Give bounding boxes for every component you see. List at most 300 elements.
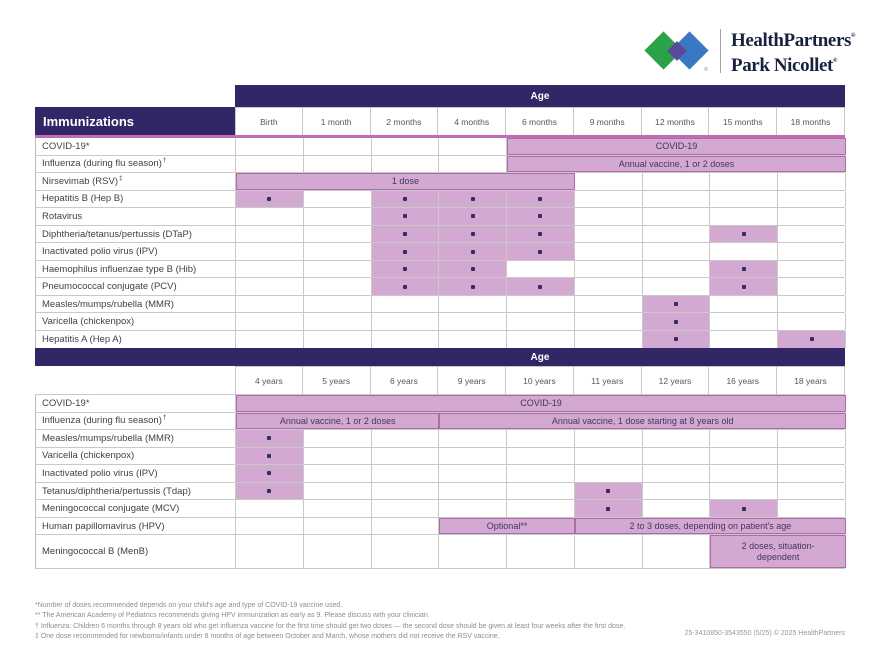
age-header-bar xyxy=(35,348,845,366)
header-spacer xyxy=(35,366,235,394)
dose-cell xyxy=(372,278,440,295)
dose-band: Optional** xyxy=(439,518,575,535)
column-header: Birth xyxy=(235,107,303,135)
empty-cell xyxy=(439,448,507,465)
dose-cell xyxy=(439,243,507,260)
dose-band: Annual vaccine, 1 or 2 doses xyxy=(507,156,846,173)
empty-cell xyxy=(304,500,372,517)
dose-dot-icon xyxy=(471,250,475,254)
table-row xyxy=(35,483,845,501)
dose-cell xyxy=(439,261,507,278)
empty-cell xyxy=(575,448,643,465)
row-label-text: Rotavirus xyxy=(42,210,83,222)
row-label xyxy=(36,243,236,260)
dose-dot-icon xyxy=(606,507,610,511)
dose-dot-icon xyxy=(471,214,475,218)
empty-cell xyxy=(778,243,846,260)
row-label-text: Influenza (during flu season) xyxy=(42,415,162,427)
empty-cell xyxy=(778,296,846,313)
empty-cell xyxy=(304,138,372,155)
empty-cell xyxy=(575,208,643,225)
empty-cell xyxy=(304,261,372,278)
empty-cell xyxy=(710,465,778,482)
empty-cell xyxy=(507,430,575,447)
empty-cell xyxy=(575,313,643,330)
empty-cell xyxy=(778,191,846,208)
empty-cell xyxy=(778,261,846,278)
empty-cell xyxy=(575,465,643,482)
table-row xyxy=(35,208,845,226)
row-label xyxy=(36,535,236,568)
row-label xyxy=(36,413,236,430)
empty-cell xyxy=(372,500,440,517)
dose-cell xyxy=(710,226,778,243)
footnotes xyxy=(35,601,695,642)
healthpartners-logo xyxy=(646,25,855,77)
dose-cell xyxy=(575,483,643,500)
dose-cell xyxy=(507,208,575,225)
empty-cell xyxy=(575,243,643,260)
column-header: 12 years xyxy=(642,366,710,394)
column-header: 6 years xyxy=(371,366,439,394)
row-label-text: Varicella (chickenpox) xyxy=(42,450,135,462)
dose-band: Annual vaccine, 1 or 2 doses xyxy=(236,413,439,430)
table-row xyxy=(35,191,845,209)
empty-cell xyxy=(372,448,440,465)
row-label-text: Measles/mumps/rubella (MMR) xyxy=(42,298,174,310)
footnote-marker: † xyxy=(162,414,167,422)
footnote-rsv: ‡ One dose recommended for newborns/infants under 8 months of age between October and March, whose mothers did not receive the RSV vaccine. xyxy=(35,632,500,640)
empty-cell xyxy=(778,226,846,243)
empty-cell xyxy=(304,226,372,243)
column-header: 15 months xyxy=(709,107,777,135)
empty-cell xyxy=(304,535,372,568)
empty-cell xyxy=(236,535,304,568)
column-header-row xyxy=(35,107,845,135)
row-label xyxy=(36,331,236,348)
empty-cell xyxy=(304,483,372,500)
table-row xyxy=(35,261,845,279)
logo-diamonds-icon xyxy=(646,25,712,77)
row-label-text: Varicella (chickenpox) xyxy=(42,316,135,328)
dose-dot-icon xyxy=(538,250,542,254)
empty-cell xyxy=(439,430,507,447)
empty-cell xyxy=(778,483,846,500)
empty-cell xyxy=(236,156,304,173)
empty-cell xyxy=(778,500,846,517)
column-header: 4 years xyxy=(235,366,303,394)
empty-cell xyxy=(439,331,507,348)
dose-band: 1 dose xyxy=(236,173,575,190)
empty-cell xyxy=(710,208,778,225)
table-row xyxy=(35,448,845,466)
dose-dot-icon xyxy=(674,302,678,306)
registered-mark: ® xyxy=(704,67,708,73)
column-header: 11 years xyxy=(574,366,642,394)
row-label-text: Haemophilus influenzae type B (Hib) xyxy=(42,263,197,275)
dose-band: 2 to 3 doses, depending on patient's age xyxy=(575,518,846,535)
empty-cell xyxy=(643,500,711,517)
row-label-text: Tetanus/diphtheria/pertussis (Tdap) xyxy=(42,485,191,497)
empty-cell xyxy=(372,518,440,535)
empty-cell xyxy=(236,278,304,295)
row-label-text: Human papillomavirus (HPV) xyxy=(42,520,165,532)
empty-cell xyxy=(575,191,643,208)
dose-cell xyxy=(372,243,440,260)
empty-cell xyxy=(507,313,575,330)
empty-cell xyxy=(710,430,778,447)
empty-cell xyxy=(507,448,575,465)
empty-cell xyxy=(778,448,846,465)
row-label-text: Hepatitis A (Hep A) xyxy=(42,333,122,345)
empty-cell xyxy=(372,331,440,348)
age-label: Age xyxy=(530,351,550,363)
dose-dot-icon xyxy=(742,507,746,511)
dose-dot-icon xyxy=(403,232,407,236)
empty-cell xyxy=(236,518,304,535)
empty-cell xyxy=(439,156,507,173)
empty-cell xyxy=(575,173,643,190)
infant-immunization-table xyxy=(35,85,845,349)
empty-cell xyxy=(439,483,507,500)
table-body xyxy=(35,394,845,569)
empty-cell xyxy=(643,191,711,208)
empty-cell xyxy=(304,430,372,447)
table-row xyxy=(35,395,845,413)
table-row xyxy=(35,243,845,261)
dose-band: Annual vaccine, 1 dose starting at 8 years old xyxy=(439,413,846,430)
empty-cell xyxy=(575,261,643,278)
dose-dot-icon xyxy=(742,285,746,289)
table-row xyxy=(35,173,845,191)
column-header: 10 years xyxy=(506,366,574,394)
empty-cell xyxy=(643,261,711,278)
column-header: 9 months xyxy=(574,107,642,135)
empty-cell xyxy=(372,430,440,447)
dose-dot-icon xyxy=(267,436,271,440)
empty-cell xyxy=(236,226,304,243)
row-label xyxy=(36,261,236,278)
dose-dot-icon xyxy=(403,197,407,201)
empty-cell xyxy=(439,535,507,568)
row-label-text: Diphtheria/tetanus/pertussis (DTaP) xyxy=(42,228,192,240)
empty-cell xyxy=(236,138,304,155)
empty-cell xyxy=(507,535,575,568)
row-label-text: Meningococcal B (MenB) xyxy=(42,546,149,558)
row-label xyxy=(36,500,236,517)
empty-cell xyxy=(778,208,846,225)
empty-cell xyxy=(304,243,372,260)
dose-cell xyxy=(372,208,440,225)
dose-dot-icon xyxy=(742,232,746,236)
row-label xyxy=(36,278,236,295)
dose-dot-icon xyxy=(403,250,407,254)
column-header: 6 months xyxy=(506,107,574,135)
empty-cell xyxy=(236,500,304,517)
row-label xyxy=(36,518,236,535)
dose-cell xyxy=(372,261,440,278)
empty-cell xyxy=(643,243,711,260)
column-header: 1 month xyxy=(303,107,371,135)
registered-mark: ® xyxy=(850,32,856,39)
empty-cell xyxy=(372,465,440,482)
empty-cell xyxy=(439,465,507,482)
dose-dot-icon xyxy=(471,232,475,236)
table-row xyxy=(35,535,845,569)
dose-cell xyxy=(439,278,507,295)
empty-cell xyxy=(507,261,575,278)
empty-cell xyxy=(778,465,846,482)
empty-cell xyxy=(304,518,372,535)
table-row xyxy=(35,138,845,156)
empty-cell xyxy=(507,331,575,348)
dose-dot-icon xyxy=(471,197,475,201)
dose-dot-icon xyxy=(403,214,407,218)
empty-cell xyxy=(439,296,507,313)
column-header: 5 years xyxy=(303,366,371,394)
empty-cell xyxy=(507,483,575,500)
row-label xyxy=(36,191,236,208)
table-row xyxy=(35,296,845,314)
dose-cell xyxy=(439,191,507,208)
row-label xyxy=(36,138,236,155)
dose-dot-icon xyxy=(403,285,407,289)
empty-cell xyxy=(507,500,575,517)
empty-cell xyxy=(304,331,372,348)
dose-cell xyxy=(778,331,846,348)
empty-cell xyxy=(236,261,304,278)
table-row xyxy=(35,331,845,349)
brand-name xyxy=(731,26,855,77)
empty-cell xyxy=(778,173,846,190)
document-code: 25-3410850-3543550 (5/25) © 2025 HealthPartners xyxy=(684,630,845,637)
row-label xyxy=(36,448,236,465)
table-row xyxy=(35,430,845,448)
empty-cell xyxy=(643,278,711,295)
dose-cell xyxy=(439,226,507,243)
row-label-text: Meningococcal conjugate (MCV) xyxy=(42,503,180,515)
empty-cell xyxy=(304,208,372,225)
row-label xyxy=(36,465,236,482)
row-label xyxy=(36,395,236,412)
column-header: 18 years xyxy=(777,366,845,394)
empty-cell xyxy=(710,173,778,190)
dose-dot-icon xyxy=(538,285,542,289)
age-label: Age xyxy=(530,90,550,102)
empty-cell xyxy=(575,226,643,243)
dose-cell xyxy=(643,331,711,348)
empty-cell xyxy=(507,465,575,482)
table-row xyxy=(35,413,845,431)
empty-cell xyxy=(575,331,643,348)
column-header: 12 months xyxy=(642,107,710,135)
dose-dot-icon xyxy=(606,489,610,493)
row-label-text: Inactivated polio virus (IPV) xyxy=(42,246,158,258)
empty-cell xyxy=(778,313,846,330)
dose-band: 2 doses, situation-dependent xyxy=(710,535,846,568)
brand-line2: Park Nicollet xyxy=(731,55,833,76)
footnote-marker: † xyxy=(162,157,167,165)
empty-cell xyxy=(507,296,575,313)
dose-dot-icon xyxy=(403,267,407,271)
dose-cell xyxy=(372,191,440,208)
row-label xyxy=(36,208,236,225)
table-row xyxy=(35,313,845,331)
empty-cell xyxy=(575,430,643,447)
row-label xyxy=(36,156,236,173)
row-label xyxy=(36,173,236,190)
empty-cell xyxy=(710,243,778,260)
column-header: 9 years xyxy=(438,366,506,394)
empty-cell xyxy=(236,313,304,330)
table-row xyxy=(35,278,845,296)
dose-dot-icon xyxy=(267,471,271,475)
footnote-marker: ‡ xyxy=(119,174,123,182)
empty-cell xyxy=(575,296,643,313)
empty-cell xyxy=(710,313,778,330)
table-row xyxy=(35,465,845,483)
empty-cell xyxy=(643,448,711,465)
empty-cell xyxy=(236,296,304,313)
empty-cell xyxy=(643,226,711,243)
dose-cell xyxy=(507,243,575,260)
empty-cell xyxy=(236,243,304,260)
empty-cell xyxy=(439,313,507,330)
row-label xyxy=(36,313,236,330)
empty-cell xyxy=(304,296,372,313)
dose-cell xyxy=(643,296,711,313)
table-body xyxy=(35,138,845,349)
dose-dot-icon xyxy=(810,337,814,341)
row-label-text: Nirsevimab (RSV) xyxy=(42,175,119,187)
table-row xyxy=(35,156,845,174)
row-label-text: Inactivated polio virus (IPV) xyxy=(42,467,158,479)
row-label-text: Influenza (during flu season) xyxy=(42,158,162,170)
empty-cell xyxy=(575,535,643,568)
empty-cell xyxy=(710,331,778,348)
empty-cell xyxy=(643,483,711,500)
column-header: 2 months xyxy=(371,107,439,135)
empty-cell xyxy=(778,278,846,295)
empty-cell xyxy=(372,313,440,330)
table-row xyxy=(35,518,845,536)
dose-cell xyxy=(372,226,440,243)
dose-dot-icon xyxy=(538,232,542,236)
age-header-bar xyxy=(235,85,845,107)
dose-dot-icon xyxy=(674,320,678,324)
empty-cell xyxy=(643,535,711,568)
dose-dot-icon xyxy=(538,214,542,218)
empty-cell xyxy=(372,483,440,500)
empty-cell xyxy=(304,465,372,482)
empty-cell xyxy=(710,191,778,208)
empty-cell xyxy=(643,465,711,482)
dose-dot-icon xyxy=(674,337,678,341)
dose-cell xyxy=(710,261,778,278)
empty-cell xyxy=(236,331,304,348)
footnote-covid: *Number of doses recommended depends on your child's age and type of COVID-19 vaccine used. xyxy=(35,602,343,609)
dose-cell xyxy=(236,430,304,447)
dose-band: COVID-19 xyxy=(236,395,846,412)
dose-cell xyxy=(236,448,304,465)
column-header: 18 months xyxy=(777,107,845,135)
empty-cell xyxy=(304,156,372,173)
empty-cell xyxy=(643,430,711,447)
registered-mark: ® xyxy=(832,58,838,64)
dose-cell xyxy=(439,208,507,225)
footnote-influenza: † Influenza: Children 6 months through 8 years old who get influenza vaccine for the first time should get two doses — the second dose should be given at least four weeks after the first dose. xyxy=(35,622,626,630)
empty-cell xyxy=(439,138,507,155)
empty-cell xyxy=(304,448,372,465)
dose-cell xyxy=(710,278,778,295)
dose-dot-icon xyxy=(538,197,542,201)
dose-dot-icon xyxy=(471,267,475,271)
column-header: 16 years xyxy=(709,366,777,394)
empty-cell xyxy=(439,500,507,517)
empty-cell xyxy=(372,138,440,155)
row-label xyxy=(36,430,236,447)
dose-cell xyxy=(236,483,304,500)
empty-cell xyxy=(372,535,440,568)
dose-dot-icon xyxy=(267,489,271,493)
dose-dot-icon xyxy=(471,285,475,289)
empty-cell xyxy=(236,208,304,225)
row-label xyxy=(36,483,236,500)
row-label-text: Hepatitis B (Hep B) xyxy=(42,193,124,205)
empty-cell xyxy=(575,278,643,295)
row-label-text: Pneumococcal conjugate (PCV) xyxy=(42,281,177,293)
column-header: 4 months xyxy=(438,107,506,135)
dose-dot-icon xyxy=(267,454,271,458)
column-header-row xyxy=(35,366,845,394)
dose-cell xyxy=(575,500,643,517)
row-label xyxy=(36,296,236,313)
brand-line1: HealthPartners xyxy=(731,29,851,51)
table-row xyxy=(35,500,845,518)
dose-band: COVID-19 xyxy=(507,138,846,155)
row-label xyxy=(36,226,236,243)
empty-cell xyxy=(304,191,372,208)
empty-cell xyxy=(710,448,778,465)
dose-dot-icon xyxy=(742,267,746,271)
footnote-hpv: ** The American Academy of Pediatrics recommends giving HPV immunization as early as 9. Please discuss with your clinician. xyxy=(35,612,430,620)
dose-dot-icon xyxy=(267,197,271,201)
dose-cell xyxy=(507,278,575,295)
table-row xyxy=(35,226,845,244)
dose-cell xyxy=(507,191,575,208)
empty-cell xyxy=(304,278,372,295)
immunizations-header: Immunizations xyxy=(35,107,235,135)
empty-cell xyxy=(778,430,846,447)
dose-cell xyxy=(643,313,711,330)
empty-cell xyxy=(372,156,440,173)
empty-cell xyxy=(304,313,372,330)
row-label-text: COVID-19* xyxy=(42,397,90,409)
dose-cell xyxy=(710,500,778,517)
child-immunization-table xyxy=(35,348,845,569)
row-label-text: COVID-19* xyxy=(42,140,90,152)
dose-cell xyxy=(236,465,304,482)
row-label-text: Measles/mumps/rubella (MMR) xyxy=(42,432,174,444)
empty-cell xyxy=(643,173,711,190)
empty-cell xyxy=(643,208,711,225)
logo-divider xyxy=(720,29,721,73)
empty-cell xyxy=(372,296,440,313)
empty-cell xyxy=(710,483,778,500)
empty-cell xyxy=(710,296,778,313)
dose-cell xyxy=(236,191,304,208)
dose-cell xyxy=(507,226,575,243)
